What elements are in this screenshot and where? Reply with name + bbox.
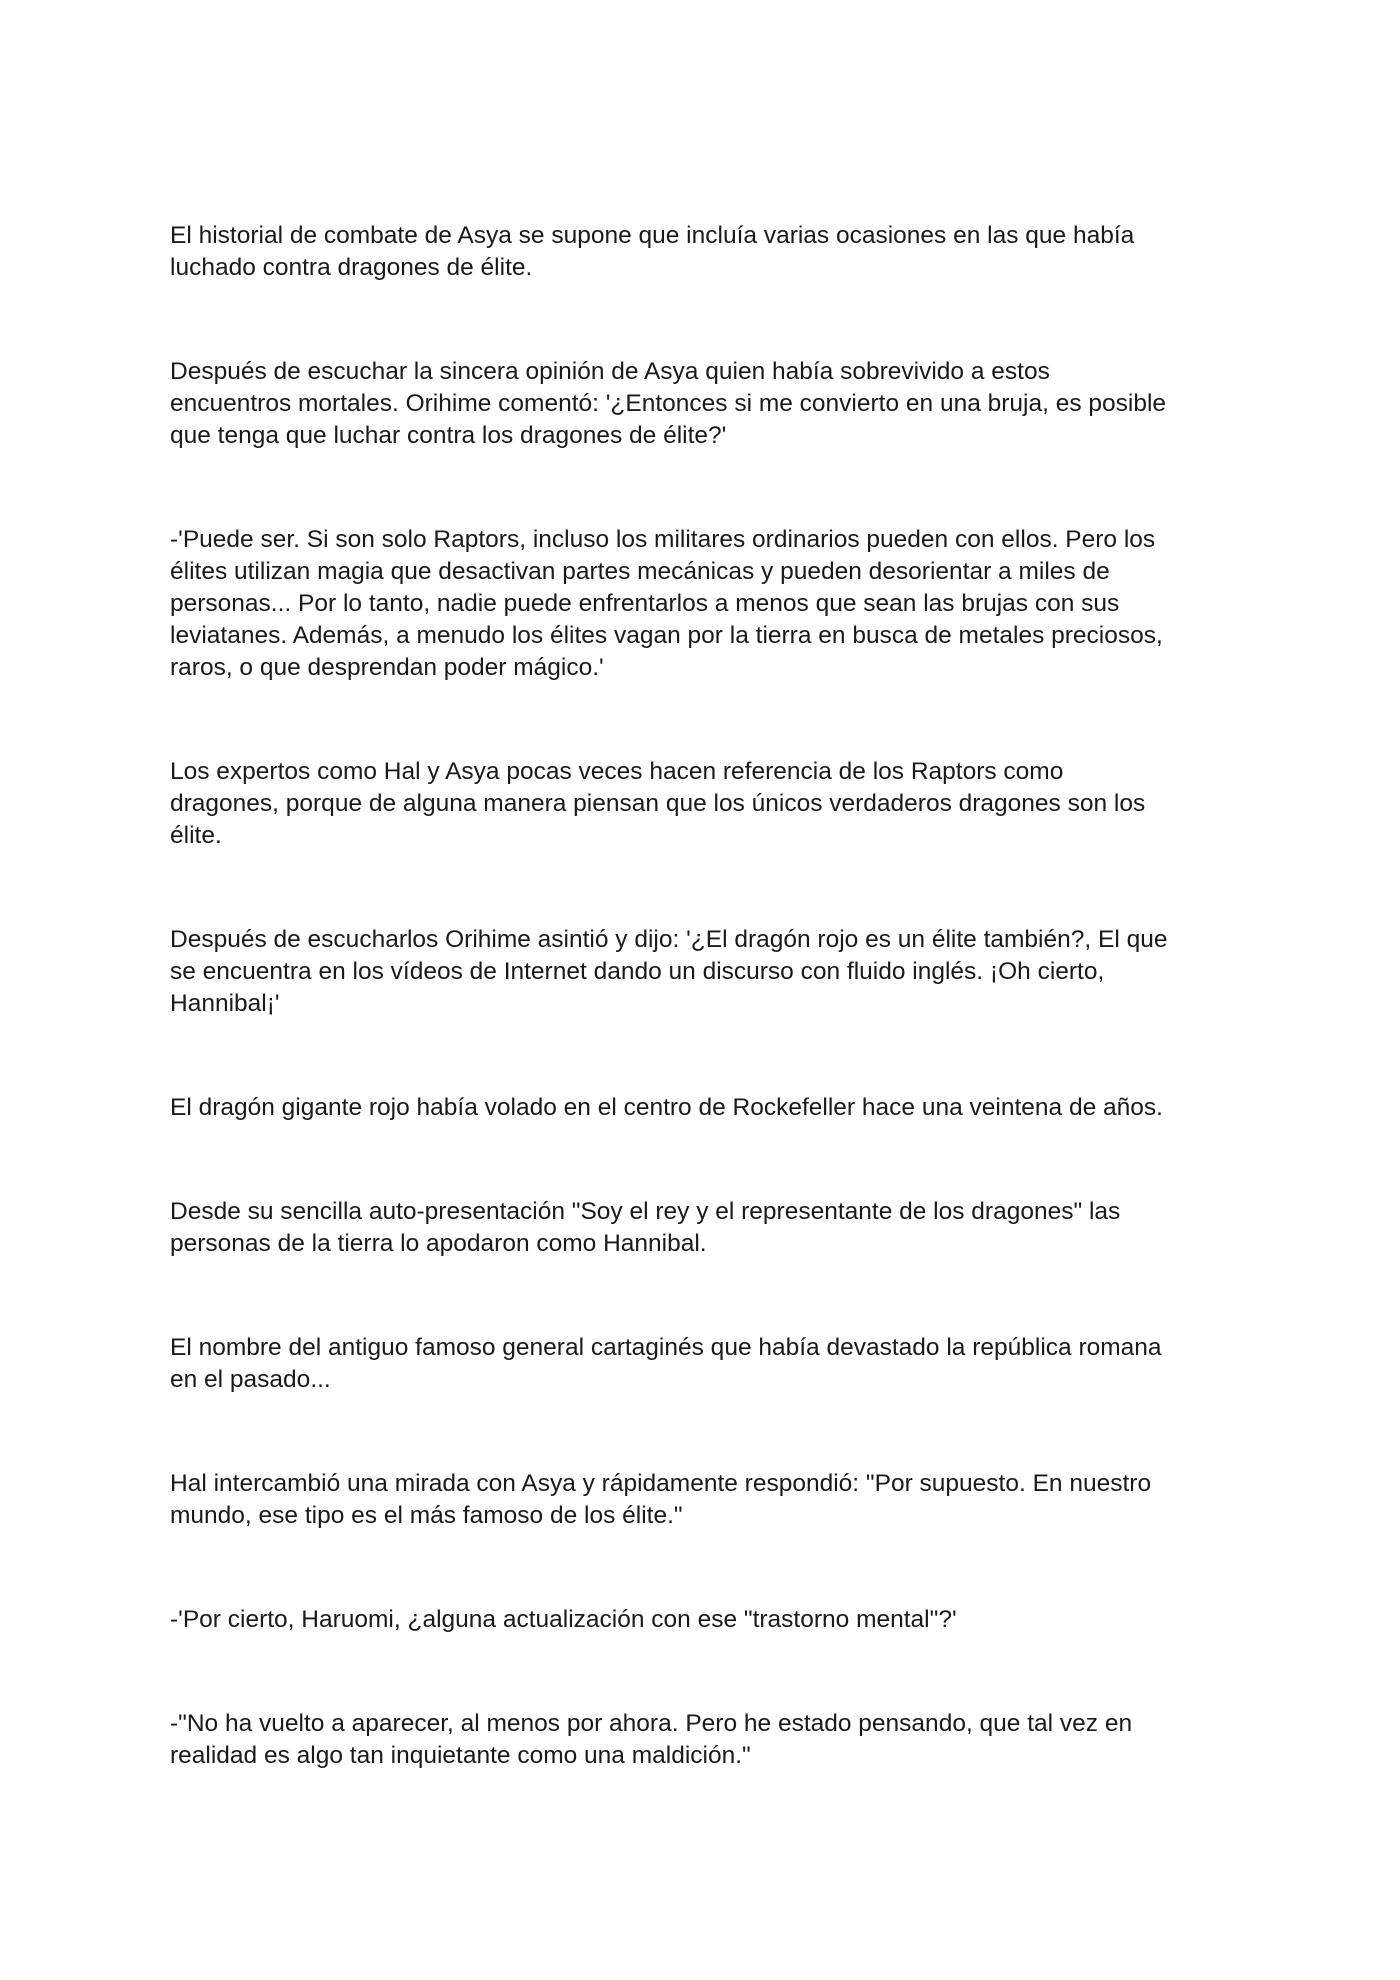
paragraph-2: Después de escuchar la sincera opinión de Asya quien había sobrevivido a estos encuentros mortales. Orihime comentó: '¿Entonces si me convierto en una bruja, es posible que tenga que luchar contra los dragones de élite?'	[170, 358, 1167, 449]
paragraph-11: -"No ha vuelto a aparecer, al menos por ahora. Pero he estado pensando, que tal vez en realidad es algo tan inquietante como una maldición."	[170, 1710, 1133, 1769]
paragraph-1: El historial de combate de Asya se supone que incluía varias ocasiones en las que había luchado contra dragones de élite.	[170, 222, 1135, 281]
paragraph-6: El dragón gigante rojo había volado en el centro de Rockefeller hace una veintena de años.	[170, 1094, 1163, 1121]
paragraph-9: Hal intercambió una mirada con Asya y rápidamente respondió: "Por supuesto. En nuestro mundo, ese tipo es el más famoso de los élite."	[170, 1470, 1152, 1529]
paragraph-3: -'Puede ser. Si son solo Raptors, incluso los militares ordinarios pueden con ellos. Pero los élites utilizan magia que desactivan partes mecánicas y pueden desorientar a miles de personas... Por lo tanto, nadie puede enfrentarlos a menos que sean las brujas con sus leviatanes. Además, a menudo los élites vagan por la tierra en busca de metales preciosos, raros, o que desprendan poder mágico.'	[170, 526, 1163, 681]
paragraph-10: -'Por cierto, Haruomi, ¿alguna actualización con ese "trastorno mental"?'	[170, 1606, 957, 1633]
paragraph-5: Después de escucharlos Orihime asintió y dijo: '¿El dragón rojo es un élite también?, El que se encuentra en los vídeos de Internet dando un discurso con fluido inglés. ¡Oh cierto, Hannibal¡'	[170, 926, 1168, 1017]
paragraph-7: Desde su sencilla auto-presentación "Soy el rey y el representante de los dragones" las personas de la tierra lo apodaron como Hannibal.	[170, 1198, 1121, 1257]
paragraph-4: Los expertos como Hal y Asya pocas veces hacen referencia de los Raptors como dragones, porque de alguna manera piensan que los únicos verdaderos dragones son los élite.	[170, 758, 1146, 849]
document-body	[170, 220, 1240, 1844]
paragraph-8: El nombre del antiguo famoso general cartaginés que había devastado la república romana en el pasado...	[170, 1334, 1162, 1393]
